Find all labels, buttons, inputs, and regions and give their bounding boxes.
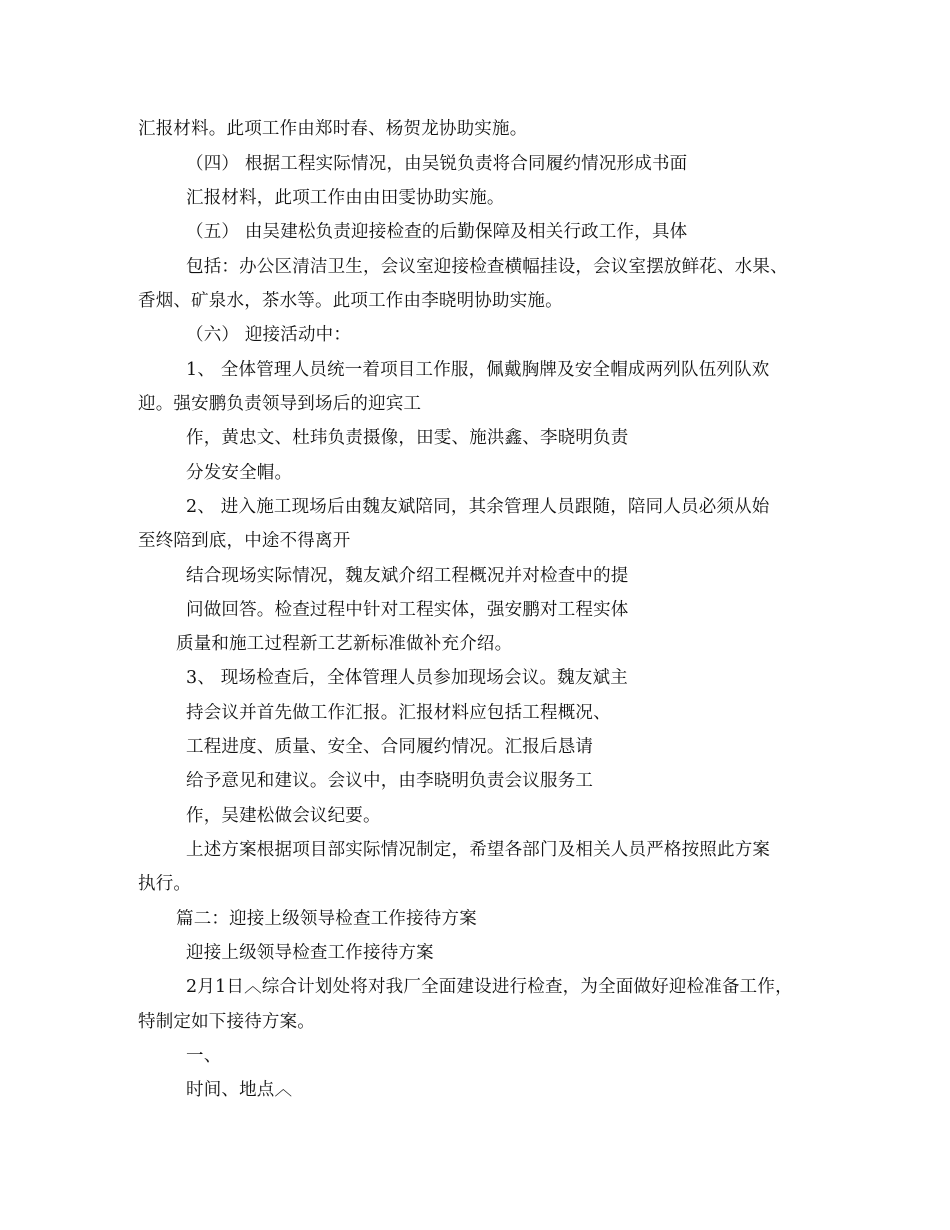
text-line: 作，黄忠文、杜玮负责摄像，田雯、施洪鑫、李晓明负责 xyxy=(186,428,629,448)
text-line: 一、 xyxy=(186,1046,222,1066)
text-line: 分发安全帽。 xyxy=(186,463,293,483)
text-line: 至终陪到底，中途不得离开 xyxy=(138,531,351,551)
text-line: 迎。强安鹏负责领导到场后的迎宾工 xyxy=(138,394,422,414)
text-line: 工程进度、质量、安全、合同履约情况。汇报后恳请 xyxy=(186,737,594,757)
text-line: 作，吴建松做会议纪要。 xyxy=(186,806,381,826)
text-line: 汇报材料。此项工作由郑时春、杨贺龙协助实施。 xyxy=(138,119,528,139)
text-line: 持会议并首先做工作汇报。汇报材料应包括工程概况、 xyxy=(186,703,611,723)
text-line: 1、 全体管理人员统一着项目工作服，佩戴胸牌及安全帽成两列队伍列队欢 xyxy=(186,360,770,380)
text-line: 给予意见和建议。会议中，由李晓明负责会议服务工 xyxy=(186,771,594,791)
text-line: 时间、地点︿ xyxy=(186,1080,293,1100)
text-line: 执行。 xyxy=(138,874,192,894)
text-line: （六） 迎接活动中： xyxy=(186,325,352,345)
text-line: 包括：办公区清洁卫生，会议室迎接检查横幅挂设，会议室摆放鲜花、水果、 xyxy=(186,257,788,277)
text-line: 质量和施工过程新工艺新标准做补充介绍。 xyxy=(176,634,513,654)
text-line: 2月1日︿综合计划处将对我厂全面建设进行检查，为全面做好迎检准备工作， xyxy=(186,977,793,997)
text-line: 3、 现场检查后，全体管理人员参加现场会议。魏友斌主 xyxy=(186,668,628,688)
text-line: （四） 根据工程实际情况，由吴锐负责将合同履约情况形成书面 xyxy=(186,154,688,174)
text-line: 迎接上级领导检查工作接待方案 xyxy=(186,943,434,963)
text-line: 结合现场实际情况，魏友斌介绍工程概况并对检查中的提 xyxy=(186,566,629,586)
text-line: 问做回答。检查过程中针对工程实体，强安鹏对工程实体 xyxy=(186,600,629,620)
text-line: 汇报材料，此项工作由由田雯协助实施。 xyxy=(186,188,505,208)
text-line: 上述方案根据项目部实际情况制定，希望各部门及相关人员严格按照此方案 xyxy=(186,840,771,860)
text-line: 香烟、矿泉水，茶水等。此项工作由李晓明协助实施。 xyxy=(138,291,563,311)
text-line: （五） 由吴建松负责迎接检查的后勤保障及相关行政工作，具体 xyxy=(186,222,688,242)
text-line: 篇二：迎接上级领导检查工作接待方案 xyxy=(176,909,477,929)
text-line: 特制定如下接待方案。 xyxy=(138,1012,315,1032)
text-line: 2、 进入施工现场后由魏友斌陪同，其余管理人员跟随，陪同人员必须从始 xyxy=(186,497,770,517)
